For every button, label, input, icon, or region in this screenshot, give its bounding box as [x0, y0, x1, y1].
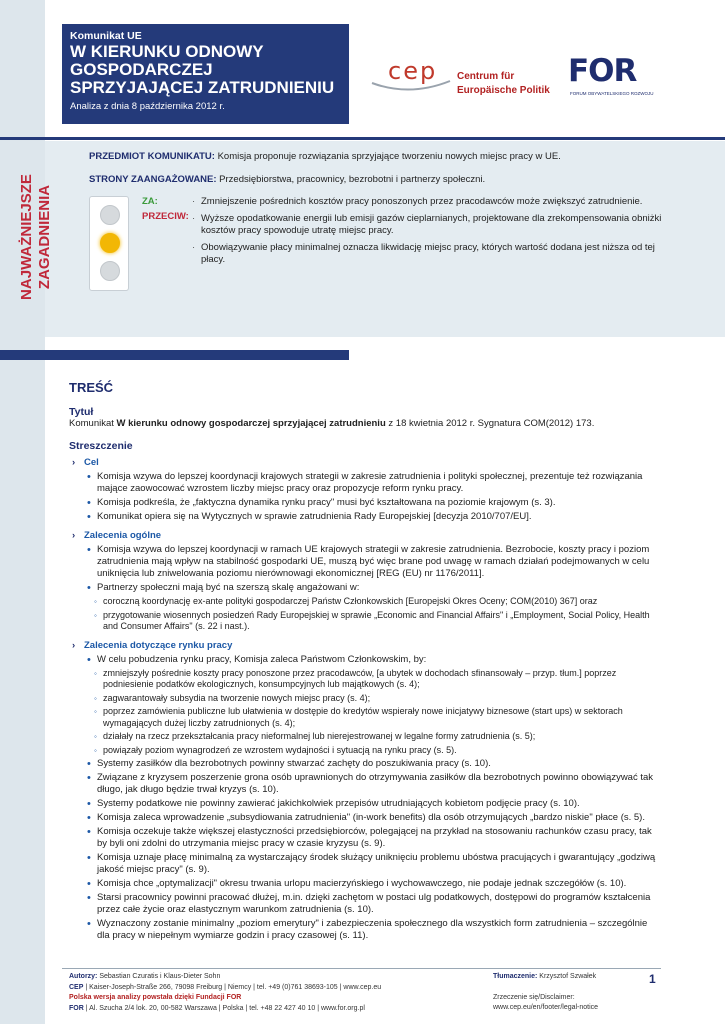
for-address-label: FOR — [69, 1004, 84, 1012]
sub-list-item: ◦ przygotowanie wiosennych posiedzeń Rady Europejskiej w sprawie „Economic and Financial Affairs" i „Employment, Social Policy, Health and Consumer Affairs" (s. 22 i nast.). — [69, 610, 659, 633]
sub-list-item: ◦ coroczną koordynację ex-ante polityki gospodarczej Państw Członkowskich [Europejski Okres Oceny; COM(2010) 367] oraz — [69, 596, 659, 608]
vertical-title-line-1: NAJWAŻNIEJSZE — [18, 174, 35, 300]
title-line-3: SPRZYJAJĄCEJ ZATRUDNIENIU — [70, 78, 335, 97]
list-item: • Wyznaczony zostanie minimalny „poziom emerytury" i zabezpieczenia społecznego dla wszystkich form zatrudnienia – szczególnie dla pracy w niepełnym wymiarze godzin i pracy czasowej (s. 11). — [69, 918, 659, 942]
header-kicker: Komunikat UE — [70, 30, 142, 42]
list-item: • Starsi pracownicy powinni pracować dłużej, m.in. dzięki zachętom w postaci ulg podatkowych, dostępowi do programów kształcenia przez całe życie oraz elastycznym warunkom zatrudnienia (s. 10). — [69, 892, 659, 916]
left-side-strip — [0, 0, 45, 1024]
assessment-point: · Wyższe opodatkowanie energii lub emisji gazów cieplarnianych, projektowane dla zrekompensowania obniżki kosztów pracy spowoduje utratę miejsc pracy. — [192, 213, 662, 238]
content-divider — [0, 350, 349, 360]
footer-polish-note: Polska wersja analizy powstała dzięki Fundacji FOR — [69, 994, 242, 1001]
cep-arc-icon — [370, 79, 452, 97]
traffic-light-middle-lamp — [100, 233, 120, 253]
footer-disclaimer-label: Zrzeczenie się/Disclaimer: — [493, 993, 575, 1001]
footer-translator — [493, 972, 598, 983]
list-item: • Partnerzy społeczni mają być na szerszą skalę angażowani w: — [69, 582, 659, 594]
stakeholders-line — [89, 174, 485, 185]
footer-for-address — [69, 1004, 381, 1015]
title-paragraph — [69, 418, 659, 430]
cep-name — [457, 70, 550, 98]
cep-address-label: CEP — [69, 983, 84, 991]
translator-label: Tłumaczenie: — [493, 973, 538, 980]
sub-list-item: ◦ zagwarantowały subsydia na tworzenie nowych miejsc pracy (s. 4); — [69, 693, 659, 705]
stakeholders-label: STRONY ZAANGAŻOWANE: — [89, 174, 217, 185]
footer-left — [69, 972, 381, 1014]
title-bold: W kierunku odnowy gospodarczej sprzyjającej zatrudnieniu — [116, 418, 386, 429]
assessment-point: · Zmniejszenie pośrednich kosztów pracy ponoszonych przez pracodawców może zwiększyć zatrudnienie. — [192, 196, 662, 209]
document-title — [70, 43, 341, 97]
footer-right — [493, 972, 598, 1014]
authors-label: Autorzy: — [69, 973, 98, 980]
stakeholders-text: Przedsiębiorstwa, pracownicy, bezrobotni i partnerzy społeczni. — [216, 174, 486, 185]
translator-value: Krzysztof Szwałek — [537, 973, 597, 980]
list-item: • Komisja zaleca wprowadzenie „subsydiowania zatrudnienia" (in-work benefits) dla osób otrzymujących „bardzo niskie" płace (s. 5). — [69, 812, 659, 824]
list-item: • Komisja uznaje płacę minimalną za wystarczający środek służący uniknięciu problemu ubóstwa pracujących i gwarantujący „godziwą jakość miejsc pracy" (s. 9). — [69, 852, 659, 876]
for-logo-word: FOR — [568, 53, 637, 89]
list-item: • Komisja podkreśla, że „faktyczna dynamika rynku pracy" musi być kształtowana na poziomie krajowym (s. 3). — [69, 497, 659, 509]
sub-list-item: ◦ powiązały poziom wynagrodzeń ze wzrostem wydajności i sytuacją na rynku pracy (s. 5). — [69, 745, 659, 757]
vertical-title-text — [18, 158, 54, 316]
traffic-light-icon — [89, 196, 129, 291]
for-logo-subtitle: FORUM OBYWATELSKIEGO ROZWOJU — [570, 91, 654, 96]
list-item: • Komisja chce „optymalizacji" okresu trwania urlopu macierzyńskiego i wychowawczego, nie podaje jednak szczegółów (s. 10). — [69, 878, 659, 890]
pro-label: ZA: — [142, 196, 158, 207]
content-heading: TREŚĆ — [69, 380, 114, 395]
section-head-goal: › Cel — [69, 457, 659, 469]
authors-value: Sebastian Czuratis i Klaus-Dieter Sohn — [97, 973, 221, 980]
list-item: • Systemy zasiłków dla bezrobotnych powinny stwarzać zachęty do poszukiwania pracy (s. 10). — [69, 758, 659, 770]
footer-authors — [69, 972, 381, 983]
traffic-light-top-lamp — [100, 205, 120, 225]
footer-disclaimer-link[interactable]: www.cep.eu/en/footer/legal-notice — [493, 1004, 599, 1011]
title-pre: Komunikat — [69, 418, 117, 429]
footer-cep-address — [69, 983, 381, 994]
assessment-points — [192, 196, 662, 271]
header-box — [62, 24, 349, 124]
footer-divider — [62, 968, 661, 969]
summary-top-rule — [0, 137, 725, 140]
list-item: • Komisja wzywa do lepszej koordynacji w ramach UE krajowych strategii w zakresie zatrudnienia. Bezrobocie, koszty pracy i poziom zatrudnienia mają wpływ na stabilność gospodarki UE, muszą być więc brane pod uwagę w ramach działań podejmowanych w celu uniknięcia lub zniwelowania poziomu nierównowagi ekonomicznej [REG (EU) nr 1176/2011]. — [69, 544, 659, 580]
main-content — [69, 382, 659, 942]
traffic-light-bottom-lamp — [100, 261, 120, 281]
cep-logo-word: cep — [388, 57, 438, 85]
sub-list-item: ◦ poprzez zamówienia publiczne lub ułatwienia w dostępie do kredytów wspierały nowe inicjatywy biznesowe (start ups) w sektorach wymagających dużej liczby zatrudnionych (s. 4); — [69, 706, 659, 729]
subject-line — [89, 151, 561, 162]
sub-list-item: ◦ zmniejszyły pośrednie koszty pracy ponoszone przez pracodawców, [a ubytek w dochodach sfinansowały – przyp. tłum.] poprzez podniesienie podatków ekologicznych, konsumpcyjnych lub majątkowych (s. 4); — [69, 668, 659, 691]
for-logo — [568, 55, 660, 99]
analysis-date: Analiza z dnia 8 października 2012 r. — [70, 101, 225, 112]
summary-heading: Streszczenie — [69, 440, 133, 452]
title-heading: Tytuł — [69, 406, 94, 418]
cep-logo — [370, 55, 452, 99]
list-item: • W celu pobudzenia rynku pracy, Komisja zaleca Państwom Członkowskim, by: — [69, 654, 659, 666]
sub-list-item: ◦ działały na rzecz przekształcania pracy nieformalnej lub nierejestrowanej w legalne formy zatrudnienia (s. 5); — [69, 731, 659, 743]
title-line-2: GOSPODARCZEJ — [70, 60, 213, 79]
section-head-labour-market: › Zalecenia dotyczące rynku pracy — [69, 640, 659, 652]
list-item: • Związane z kryzysem poszerzenie grona osób uprawnionych do otrzymywania zasiłków dla bezrobotnych powinno obowiązywać tak długo, jak długo będzie trwał kryzys (s. 10). — [69, 772, 659, 796]
cep-address-value: | Kaiser-Joseph-Straße 266, 79098 Freiburg | Niemcy | tel. +49 (0)761 38693-105 | www.cep.eu — [83, 983, 382, 991]
assessment-point: · Obowiązywanie płacy minimalnej oznacza likwidację miejsc pracy, których wartość dodana jest niższa od tej płacy. — [192, 242, 662, 267]
subject-text: Komisja proponuje rozwiązania sprzyjające tworzeniu nowych miejsc pracy w UE. — [214, 151, 561, 162]
for-address-value: | Al. Szucha 2/4 lok. 20, 00-582 Warszawa | Polska | tel. +48 22 427 40 10 | www.for.org.pl — [83, 1004, 365, 1012]
cep-name-line-1: Centrum für — [457, 71, 515, 82]
cep-name-line-2: Europäische Politik — [457, 85, 550, 96]
subject-label: PRZEDMIOT KOMUNIKATU: — [89, 151, 215, 162]
title-post: z 18 kwietnia 2012 r. Sygnatura COM(2012) 173. — [385, 418, 595, 429]
section-head-general: › Zalecenia ogólne — [69, 530, 659, 542]
page-number: 1 — [649, 972, 656, 986]
con-label: PRZECIW: — [142, 211, 189, 222]
title-line-1: W KIERUNKU ODNOWY — [70, 42, 264, 61]
list-item: • Komunikat opiera się na Wytycznych w sprawie zatrudnienia Rady Europejskiej [decyzja 2010/707/EU]. — [69, 511, 659, 523]
vertical-title-line-2: ZAGADNIENIA — [36, 184, 53, 290]
list-item: • Komisja oczekuje także większej elastyczności przedsiębiorców, polegającej na przykład na stosowaniu rachunków czasu pracy, tak by byli oni zdolni do utrzymania miejsc pracy w czasie kryzysu (s. 9). — [69, 826, 659, 850]
list-item: • Systemy podatkowe nie powinny zawierać jakichkolwiek przepisów utrudniających kobietom podjęcie pracy (s. 10). — [69, 798, 659, 810]
list-item: • Komisja wzywa do lepszej koordynacji krajowych strategii w zakresie zatrudnienia i polityki społecznej, prezentuje też rozwiązania mające zaowocować wzrostem liczby miejsc pracy oraz propozycje reform rynku pracy. — [69, 471, 659, 495]
key-issues-vertical-title — [18, 158, 60, 318]
